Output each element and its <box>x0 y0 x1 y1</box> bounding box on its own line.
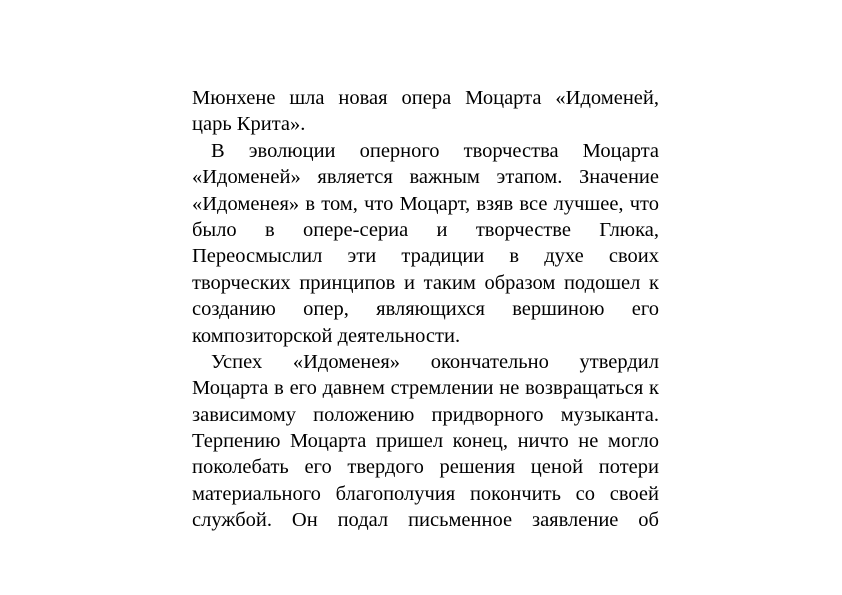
text-line: Успех «Идоменея» окончательно утвердил <box>211 350 659 373</box>
document-text <box>192 85 659 534</box>
text-line: В эволюции оперного творчества Моцарта <box>211 139 659 162</box>
text-line: зависимому положению придворного музыканта. <box>192 403 659 426</box>
text-line: поколебать его твердого решения ценой потери <box>192 456 659 479</box>
text-line: «Идоменея» в том, что Моцарт, взяв все лучшее, что <box>192 192 659 215</box>
text-line: «Идоменей» является важным этапом. Значение <box>192 166 659 189</box>
text-line: было в опере-сериа и творчестве Глюка, <box>192 218 659 241</box>
text-line: царь Крита». <box>192 113 306 136</box>
text-line: материального благополучия покончить со своей <box>192 482 659 505</box>
text-line: творческих принципов и таким образом подошел к <box>192 271 659 294</box>
text-line: созданию опер, являющихся вершиною его <box>192 298 659 321</box>
text-line: Моцарта в его давнем стремлении не возвращаться к <box>192 377 659 400</box>
text-line: Мюнхене шла новая опера Моцарта «Идоменей, <box>192 87 659 109</box>
text-line: Переосмыслил эти традиции в духе своих <box>192 245 659 268</box>
text-line: композиторской деятельности. <box>192 324 461 347</box>
text-line: Терпению Моцарта пришел конец, ничто не могло <box>192 430 659 453</box>
text-line: службой. Он подал письменное заявление об <box>192 509 659 532</box>
